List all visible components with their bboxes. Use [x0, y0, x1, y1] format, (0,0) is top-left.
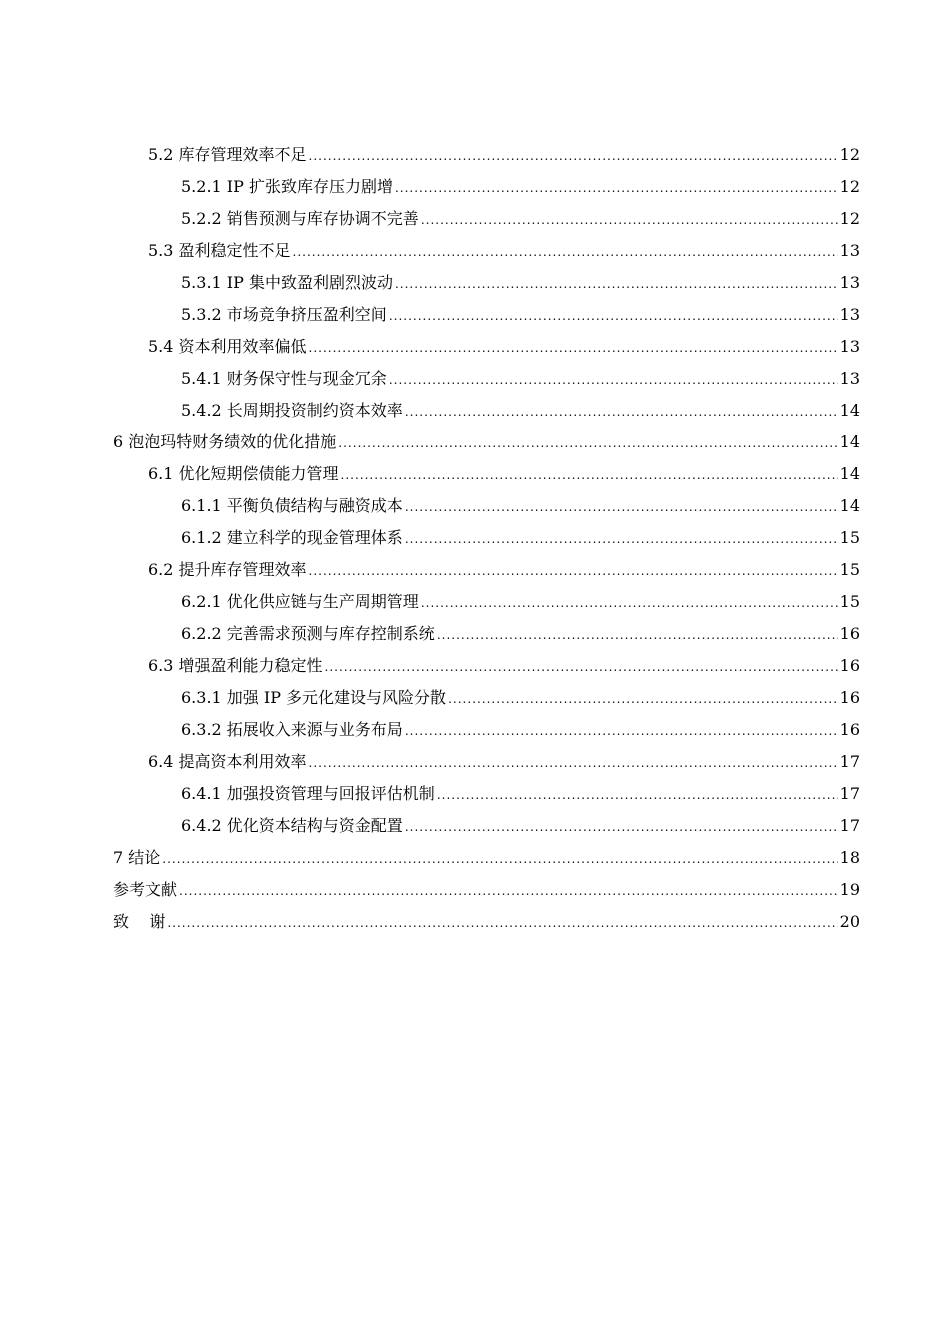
- toc-entry-page: 12: [839, 208, 860, 228]
- toc-entry[interactable]: [113, 842, 860, 874]
- toc-entry-title: 6.3.2 拓展收入来源与业务布局: [181, 719, 403, 739]
- toc-entry[interactable]: [113, 522, 860, 554]
- toc-entry-title: 6.1 优化短期偿债能力管理: [148, 464, 339, 484]
- toc-entry-page: 14: [839, 496, 860, 516]
- toc-entry[interactable]: [113, 490, 860, 522]
- toc-entry-title: 5.3.2 市场竞争挤压盈利空间: [181, 304, 387, 324]
- toc-leader-dots: [405, 492, 838, 524]
- toc-entry-page: 20: [839, 911, 860, 931]
- toc-entry[interactable]: [113, 618, 860, 650]
- toc-entry[interactable]: [113, 650, 860, 682]
- toc-entry-page: 12: [839, 176, 860, 196]
- toc-entry[interactable]: [113, 554, 860, 586]
- toc-entry-page: 14: [839, 432, 860, 452]
- toc-leader-dots: [309, 141, 838, 173]
- toc-leader-dots: [309, 748, 838, 780]
- toc-entry[interactable]: [113, 746, 860, 778]
- toc-entry-page: 16: [839, 719, 860, 739]
- toc-entry-title: 6.2.1 优化供应链与生产周期管理: [181, 592, 419, 612]
- toc-leader-dots: [421, 205, 838, 237]
- toc-entry-page: 16: [839, 624, 860, 644]
- toc-entry[interactable]: [113, 203, 860, 235]
- toc-entry-title: 6.1.2 建立科学的现金管理体系: [181, 528, 403, 548]
- toc-entry-title: 5.4.1 财务保守性与现金冗余: [181, 368, 387, 388]
- toc-entry-page: 13: [839, 368, 860, 388]
- toc-entry-title: 5.3 盈利稳定性不足: [148, 240, 291, 260]
- toc-entry[interactable]: [113, 906, 860, 938]
- toc-entry-title: 6.2.2 完善需求预测与库存控制系统: [181, 624, 435, 644]
- toc-entry-page: 15: [839, 592, 860, 612]
- toc-leader-dots: [437, 780, 838, 812]
- toc-entry[interactable]: [113, 395, 860, 427]
- toc-entry-page: 17: [839, 783, 860, 803]
- table-of-contents: [113, 139, 860, 937]
- toc-leader-dots: [405, 812, 838, 844]
- toc-leader-dots: [341, 460, 838, 492]
- toc-leader-dots: [405, 397, 838, 429]
- toc-entry-page: 12: [839, 145, 860, 164]
- toc-entry-title: 6.4.2 优化资本结构与资金配置: [181, 815, 403, 835]
- toc-leader-dots: [448, 684, 838, 716]
- toc-entry-title: 6.2 提升库存管理效率: [148, 560, 307, 580]
- toc-entry-page: 13: [839, 240, 860, 260]
- toc-entry-title: 5.2.1 IP 扩张致库存压力剧增: [181, 176, 393, 196]
- toc-leader-dots: [437, 620, 838, 652]
- toc-entry-title: 5.4.2 长周期投资制约资本效率: [181, 400, 403, 420]
- toc-leader-dots: [395, 173, 838, 205]
- toc-leader-dots: [309, 556, 838, 588]
- toc-leader-dots: [421, 588, 838, 620]
- toc-leader-dots: [338, 428, 837, 460]
- toc-entry-title: 5.4 资本利用效率偏低: [148, 336, 307, 356]
- toc-leader-dots: [395, 269, 838, 301]
- toc-entry-page: 16: [839, 687, 860, 707]
- toc-entry[interactable]: [113, 426, 860, 458]
- toc-entry[interactable]: [113, 778, 860, 810]
- toc-entry-page: 14: [839, 464, 860, 484]
- toc-entry-page: 13: [839, 336, 860, 356]
- toc-entry[interactable]: [113, 586, 860, 618]
- toc-entry[interactable]: [113, 171, 860, 203]
- toc-entry-page: 19: [839, 879, 860, 899]
- toc-entry-title: 6.4 提高资本利用效率: [148, 751, 307, 771]
- toc-entry-title: 致 谢: [113, 911, 166, 931]
- toc-entry[interactable]: [113, 363, 860, 395]
- toc-entry[interactable]: [113, 139, 860, 171]
- toc-entry[interactable]: [113, 331, 860, 363]
- toc-entry-title: 5.3.1 IP 集中致盈利剧烈波动: [181, 272, 393, 292]
- toc-entry-title: 5.2.2 销售预测与库存协调不完善: [181, 208, 419, 228]
- toc-entry-title: 6.4.1 加强投资管理与回报评估机制: [181, 783, 435, 803]
- toc-leader-dots: [405, 524, 838, 556]
- toc-entry-page: 17: [839, 751, 860, 771]
- toc-leader-dots: [389, 365, 838, 397]
- toc-entry[interactable]: [113, 458, 860, 490]
- toc-entry-title: 6 泡泡玛特财务绩效的优化措施: [113, 432, 337, 452]
- toc-entry-title: 6.3.1 加强 IP 多元化建设与风险分散: [181, 687, 447, 707]
- toc-entry-page: 17: [839, 815, 860, 835]
- toc-leader-dots: [389, 301, 838, 333]
- toc-entry-page: 13: [839, 304, 860, 324]
- toc-entry[interactable]: [113, 235, 860, 267]
- toc-entry[interactable]: [113, 874, 860, 906]
- toc-entry-title: 7 结论: [113, 847, 161, 867]
- toc-leader-dots: [293, 237, 838, 269]
- toc-leader-dots: [309, 333, 838, 365]
- toc-entry-page: 14: [839, 400, 860, 420]
- toc-entry-title: 6.3 增强盈利能力稳定性: [148, 656, 323, 675]
- toc-leader-dots: [179, 876, 838, 908]
- toc-entry-page: 15: [839, 560, 860, 580]
- toc-leader-dots: [162, 844, 837, 876]
- toc-leader-dots: [405, 716, 838, 748]
- toc-entry-title: 参考文献: [113, 879, 178, 899]
- toc-entry[interactable]: [113, 299, 860, 331]
- toc-entry-page: 13: [839, 272, 860, 292]
- toc-entry[interactable]: [113, 714, 860, 746]
- toc-leader-dots: [167, 908, 837, 940]
- toc-entry-page: 15: [839, 528, 860, 548]
- toc-entry-page: 18: [839, 847, 860, 867]
- toc-entry[interactable]: [113, 267, 860, 299]
- toc-entry[interactable]: [113, 810, 860, 842]
- toc-entry-title: 5.2 库存管理效率不足: [148, 145, 307, 164]
- toc-entry-page: 16: [839, 656, 860, 675]
- toc-leader-dots: [325, 652, 838, 684]
- toc-entry[interactable]: [113, 682, 860, 714]
- toc-entry-title: 6.1.1 平衡负债结构与融资成本: [181, 496, 403, 516]
